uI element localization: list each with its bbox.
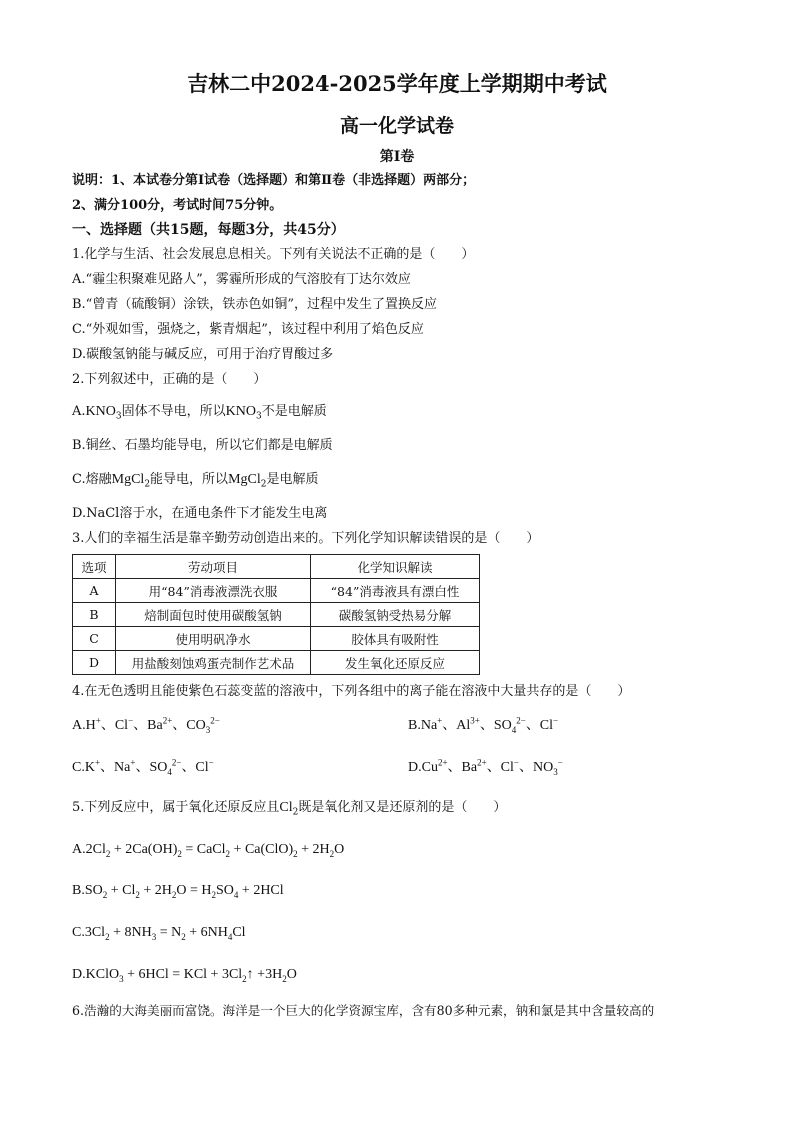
table-header-row	[73, 555, 480, 579]
q1-option-c: C.“外观如雪，强烧之，紫青烟起”，该过程中利用了焰色反应	[72, 322, 424, 337]
table-header-cell: 劳动项目	[116, 555, 311, 579]
table-header-cell: 化学知识解读	[311, 555, 480, 579]
q4-option-b: B.Na+、$Al^{3+}$、$SO_4^{2-}$、Cl−	[408, 715, 559, 735]
instructions-line-1: 说明：1、本试卷分第Ⅰ试卷（选择题）和第Ⅱ卷（非选择题）两部分；	[72, 173, 476, 188]
exam-subject-title: 高一化学试卷	[339, 115, 454, 137]
q2-option-b: B.铜丝、石墨均能导电，所以它们都是电解质	[72, 438, 333, 453]
table-cell: D	[73, 651, 116, 675]
exam-school-title: 吉林二中2024-2025学年度上学期期中考试	[187, 71, 607, 96]
table-cell: 用“84”消毒液漂洗衣服	[116, 579, 311, 603]
q6-stem: 6.浩瀚的大海美丽而富饶。海洋是一个巨大的化学资源宝库，含有80多种元素，钠和氯是其中含量较高的	[72, 1003, 655, 1018]
q5-stem: 5.下列反应中，属于氧化还原反应且$Cl_2$既是氧化剂又是还原剂的是（ ）	[72, 800, 507, 818]
section-heading: 一、选择题（共15题，每题3分，共45分）	[72, 222, 345, 238]
q4-stem: 4.在无色透明且能使紫色石蕊变蓝的溶液中，下列各组中的离子能在溶液中大量共存的是（ ）	[72, 684, 631, 699]
q1-stem: 1.化学与生活、社会发展息息相关。下列有关说法不正确的是（ ）	[72, 247, 475, 262]
q3-table	[72, 554, 480, 675]
q1-option-b: B.“曾青（硫酸铜）涂铁，铁赤色如铜”，过程中发生了置换反应	[72, 297, 437, 312]
volume-label: 第Ⅰ卷	[379, 149, 415, 165]
table-cell: 发生氧化还原反应	[311, 651, 480, 675]
instructions-line-2: 2、满分100分，考试时间75分钟。	[72, 198, 283, 213]
q4-option-c: C.K+、Na+、$SO_4^{2-}$、Cl−	[72, 757, 214, 777]
q2-option-d: D.NaCl溶于水，在通电条件下才能发生电离	[72, 506, 328, 521]
q2-stem: 2.下列叙述中，正确的是（ ）	[72, 372, 267, 387]
q1-option-a: A.“霾尘积聚难见路人”，雾霾所形成的气溶胶有丁达尔效应	[72, 272, 411, 287]
table-row	[73, 627, 480, 651]
table-cell: 用盐酸刻蚀鸡蛋壳制作艺术品	[116, 651, 311, 675]
q5-option-c: $C.3Cl_2 + 8NH_3 = N_2 + 6NH_4Cl$	[72, 925, 246, 942]
q3-stem: 3.人们的幸福生活是靠辛勤劳动创造出来的。下列化学知识解读错误的是（ ）	[72, 531, 540, 546]
table-cell: 焙制面包时使用碳酸氢钠	[116, 603, 311, 627]
table-header-cell: 选项	[73, 555, 116, 579]
table-row	[73, 603, 480, 627]
table-cell: C	[73, 627, 116, 651]
q5-option-d: D.KClO$_3$ + 6HCl = KCl + $3Cl_2↑ +3H_2O$	[72, 967, 297, 984]
table-row	[73, 651, 480, 675]
table-cell: B	[73, 603, 116, 627]
table-cell: 使用明矾净水	[116, 627, 311, 651]
q2-option-c: C.熔融MgCl$_2$能导电，所以MgCl$_2$是电解质	[72, 472, 319, 490]
table-cell: 碳酸氢钠受热易分解	[311, 603, 480, 627]
q5-option-b: $B.SO_2 + Cl_2 + 2H_2O = H_2SO_4 + 2HCl$	[72, 883, 284, 900]
table-row	[73, 579, 480, 603]
table-cell: “84”消毒液具有漂白性	[311, 579, 480, 603]
q4-option-d: $D.Cu^{2+}$、$Ba^{2+}$、Cl−、$NO_3^-$	[408, 757, 563, 777]
table-cell: 胶体具有吸附性	[311, 627, 480, 651]
q4-option-a: A.H+、Cl−、$Ba^{2+}$、$CO_3^{2-}$	[72, 715, 220, 735]
q1-option-d: D.碳酸氢钠能与碱反应，可用于治疗胃酸过多	[72, 347, 334, 362]
q2-option-a: $A.KNO_3$固体不导电，所以$KNO_3$不是电解质	[72, 404, 327, 422]
q5-option-a: $A.2Cl_2 + 2Ca(OH)_2$ = CaCl$_2$ + $Ca(ClO)_2 + 2H_2O$	[72, 842, 345, 859]
table-cell: A	[73, 579, 116, 603]
